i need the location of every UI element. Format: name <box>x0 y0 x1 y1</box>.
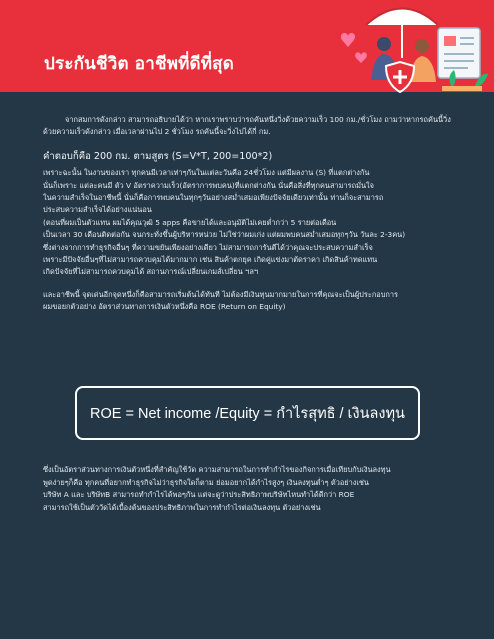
text-line: สามารถใช้เป็นตัววัดได้เบื้องต้นของประสิทธิภาพในการทำกำไรต่อเงินลงทุน ตัวอย่างเช่น <box>43 502 321 512</box>
heart-icon <box>355 52 367 63</box>
text-line: ซึ่งเป็นอัตราส่วนทางการเงินตัวหนึ่งที่สำคัญใช้วัด ความสามารถในการทำกำไรของกิจการเมื่อเทียบกับเงินลงทุน <box>43 465 391 474</box>
insurance-illustration <box>324 0 494 100</box>
text-line: ผมขอยกตัวอย่าง อัตราส่วนทางการเงินตัวหนึ่งคือ ROE (Return on Equity) <box>43 302 286 312</box>
text-line: พูดง่ายๆก็คือ ทุกคนที่อยากทำธุรกิจไม่ว่าธุรกิจใดก็ตาม ย่อมอยากได้กำไรสูงๆ เงินลงทุนต่ำๆ ตัวอย่างเช่น <box>43 477 369 487</box>
roe-formula: ROE = Net income /Equity = กำไรสุทธิ / เงินลงทุน <box>90 405 405 422</box>
heart-icon <box>341 33 355 47</box>
text-line: เกิดปัจจัยที่ไม่สามารถควบคุมได้ สถานการณ์เปลี่ยนเกมส์เปลี่ยน ฯลฯ <box>43 267 258 277</box>
text-line: นั่นก็เพราะ แต่ละคนมี ตัว V อัตราความเร็ว(อัตราการพบคน)ที่แตกต่างกัน นั่นคือสิ่งที่ทุกคนสามารถมั่นใจ <box>43 180 374 190</box>
text-line: ประสบความสำเร็จได้อย่างแน่นอน <box>43 205 152 215</box>
text-line: ในความสำเร็จในอาชีพนี้ นั่นก็คือการพบคนในทุกๆวันอย่างสม่ำเสมอเพียงปัจจัยเดียวเท่านั้น ท่านก็จะสามารถ <box>43 193 384 203</box>
formula-box <box>75 386 420 440</box>
text-line: ซึ่งต่างจากการทำธุรกิจอื่นๆ ที่ความขยันเพียงอย่างเดียว ไม่สามารถการันตีได้ว่าคุณจะประสบความสำเร็จ <box>43 242 373 252</box>
conclusion-paragraph <box>43 464 458 514</box>
text-line: เพราะฉะนั้น ในงานของเรา ทุกคนมีเวลาเท่าๆกันในแต่ละวันคือ 24ชั่วโมง แต่มีผลงาน (S) ที่แตกต่างกัน <box>43 168 370 178</box>
text-line: และอาชีพนี้ จุดเด่นอีกจุดหนึ่งก็คือสามารถเริ่มต้นได้ทันที ไม่ต้องมีเงินทุนมากมายในการที่คุณจะเป็นผู้ประกอบการ <box>43 289 399 299</box>
text-line: เพราะมีปัจจัยอื่นๆที่ไม่สามารถควบคุมได้มากมาก เช่น สินค้าตกยุค เกิดคู่แข่งมาตัดราคา เกิดสินค้าทดแทน <box>43 255 378 265</box>
text-line: บริษัท A และ บริษัทB สามารถทำกำไรได้พอๆกัน แต่จะดูว่าประสิทธิภาพบริษัทไหนทำได้ดีกว่า ROE <box>43 490 355 500</box>
roe-intro-paragraph <box>43 289 458 314</box>
text-line: (ตอนที่ผมเป็นตัวแทน ผมได้คุณวุฒิ 5 apps คือขายได้และอนุมัติไม่เคยต่ำกว่า 5 รายต่อเดือน <box>43 217 337 227</box>
article-body <box>43 114 458 314</box>
intro-paragraph: จากสมการดังกล่าว สามารถอธิบายได้ว่า หากเราพราบว่ารถคันหนึ่งวิ่งด้วยความเร็ว 100 กม./ชั่วโมง ถามว่าหากรถคันนี้วิ่งด้วยความเร็วดังกล่าว เมื่อเวลาผ่านไป 2 ชั่วโมง รถคันนี้จะวิ่งไปได้กี่ กม. <box>43 115 451 137</box>
explanation-paragraph <box>43 167 458 279</box>
text-line: เป็นเวลา 30 เดือนติดต่อกัน จนกระทั่งขึ้นผู้บริหารหน่วย ไม่ใช่ว่าผมเก่ง แต่ผมพบคนสม่ำเสมอทุกๆวัน วันละ 2-3คน) <box>43 230 406 240</box>
answer-line: คำตอบก็คือ 200 กม. ตามสูตร (S=V*T, 200=100*2) <box>43 150 273 162</box>
page-title: ประกันชีวิต อาชีพที่ดีที่สุด <box>44 54 234 74</box>
